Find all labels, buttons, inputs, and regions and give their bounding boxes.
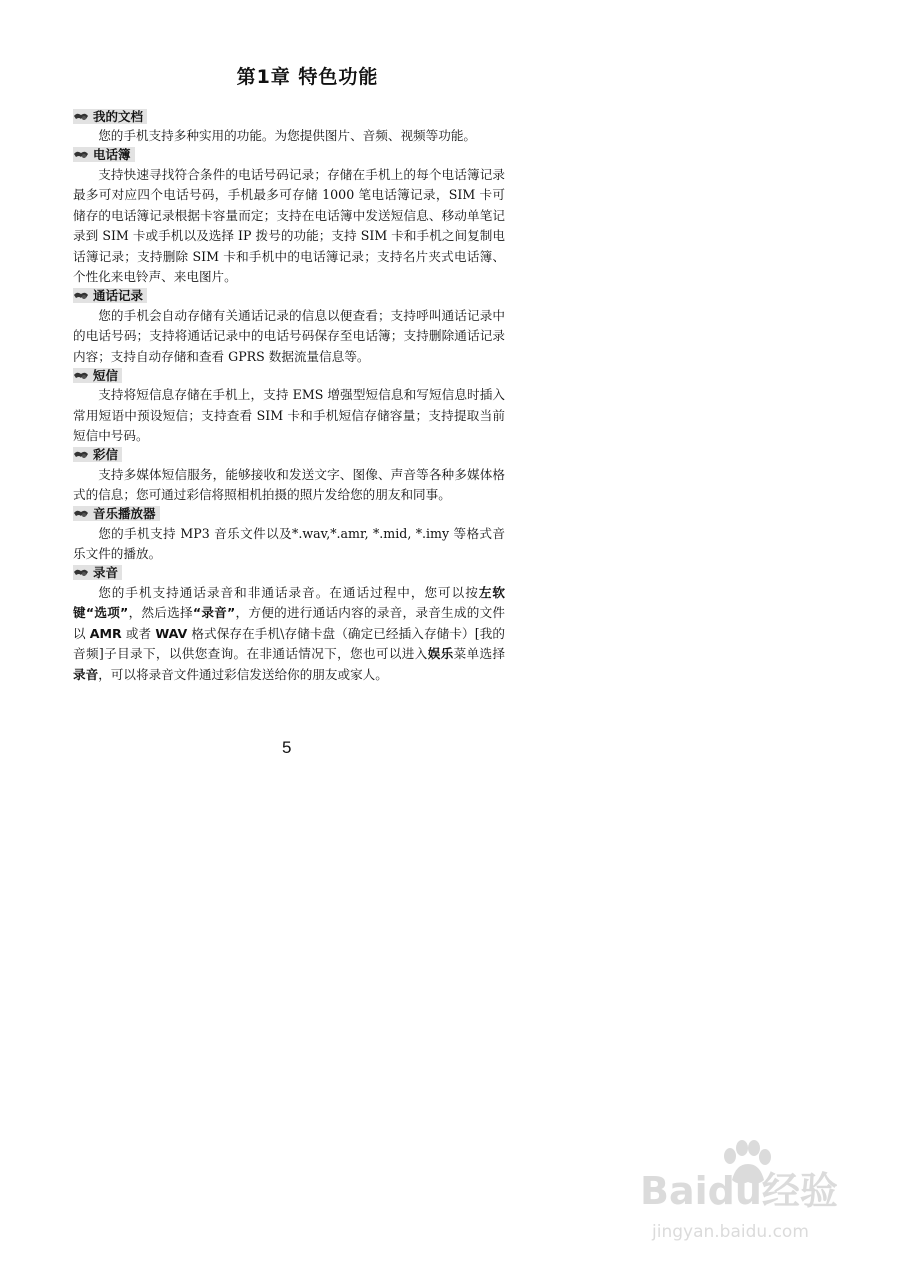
section-heading: 通话记录 xyxy=(93,288,144,303)
bullet-hands-icon xyxy=(73,148,89,161)
section-mms xyxy=(73,447,505,506)
section-phonebook xyxy=(73,147,505,288)
section-heading: 电话簿 xyxy=(93,147,131,162)
section-paragraph: 支持多媒体短信服务，能够接收和发送文字、图像、声音等各种多媒体格式的信息；您可通过彩信将照相机拍摄的照片发给您的朋友和同事。 xyxy=(73,466,505,502)
section-paragraph: 支持快速寻找符合条件的电话号码记录；存储在手机上的每个电话簿记录最多可对应四个电话号码，手机最多可存储 1000 笔电话簿记录，SIM 卡可储存的电话簿记录根据卡容量而定；支持在电话簿中发送短信息、移动单笔记录到 SIM 卡或手机以及选择 IP 拨号的功能；支持 SIM 卡和手机之间复制电话簿记录；支持删除 SIM 卡和手机中的电话簿记录；支持名片夹式电话簿、个性化来电铃声、来电图片。 xyxy=(73,166,505,284)
section-sms xyxy=(73,367,505,447)
section-call-log xyxy=(73,288,505,368)
section-paragraph: 您的手机支持通话录音和非通话录音。在通话过程中，您可以按左软键“选项”，然后选择“录音”，方便的进行通话内容的录音，录音生成的文件以 AMR 或者 WAV 格式保存在手机\存储卡盘（确定已经插入存储卡）[我的音频]子目录下，以供您查询。在非通话情况下，您也可以进入娱乐菜单选择录音，可以将录音文件通过彩信发送给你的朋友或家人。 xyxy=(73,584,506,682)
section-heading: 录音 xyxy=(93,565,119,580)
section-heading: 短信 xyxy=(93,367,119,383)
chapter-title: 第1章 特色功能 xyxy=(236,66,379,88)
bullet-hands-icon xyxy=(73,448,89,461)
watermark-logo: Baidu经验 xyxy=(640,1169,838,1213)
section-recording xyxy=(73,565,505,686)
section-heading: 音乐播放器 xyxy=(93,506,156,521)
watermark-url: jingyan.baidu.com xyxy=(652,1222,809,1242)
section-heading: 彩信 xyxy=(93,447,119,462)
section-my-documents xyxy=(73,108,505,147)
section-paragraph: 您的手机支持多种实用的功能。为您提供图片、音频、视频等功能。 xyxy=(98,128,476,143)
section-music-player xyxy=(73,506,505,565)
page-number: 5 xyxy=(282,738,292,757)
section-paragraph: 您的手机会自动存储有关通话记录的信息以便查看；支持呼叫通话记录中的电话号码；支持将通话记录中的电话号码保存至电话簿；支持删除通话记录内容；支持自动存储和查看 GPRS 数据流量信息等。 xyxy=(73,307,505,364)
document-body xyxy=(73,108,505,685)
bullet-hands-icon xyxy=(73,507,89,520)
bullet-hands-icon xyxy=(73,110,89,123)
section-paragraph: 您的手机支持 MP3 音乐文件以及*.wav,*.amr, *.mid, *.imy 等格式音乐文件的播放。 xyxy=(73,525,505,561)
bullet-hands-icon xyxy=(73,369,89,382)
section-heading: 我的文档 xyxy=(93,108,144,124)
bullet-hands-icon xyxy=(73,566,89,579)
baidu-watermark xyxy=(640,1140,880,1260)
bullet-hands-icon xyxy=(73,289,89,302)
section-paragraph: 支持将短信息存储在手机上，支持 EMS 增强型短信息和写短信息时插入常用短语中预设短信；支持查看 SIM 卡和手机短信存储容量；支持提取当前短信中号码。 xyxy=(73,387,505,443)
